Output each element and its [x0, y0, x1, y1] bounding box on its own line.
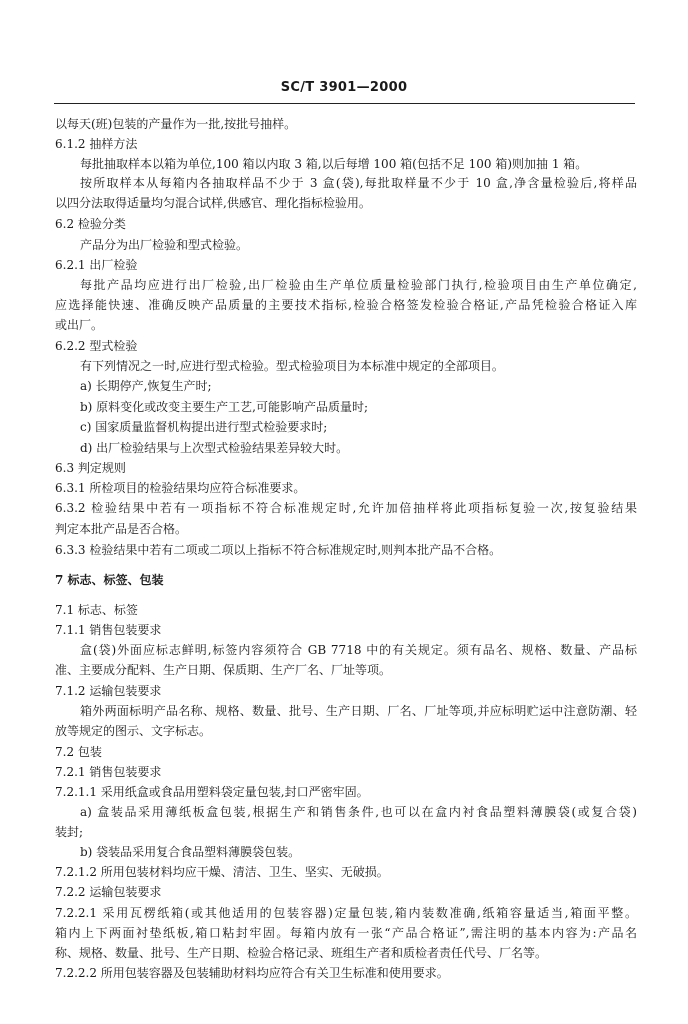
text-line: [55, 501, 688, 515]
text-line: c) 国家质量监督机构提出进行型式检验要求时;: [80, 420, 328, 434]
text-line: 6.2.1 出厂检验: [55, 258, 138, 272]
text-line: 6.3 判定规则: [55, 461, 126, 475]
text-line: [80, 176, 688, 190]
text-line: [80, 704, 688, 718]
text-line: b) 袋装品采用复合食品塑料薄膜袋包装。: [80, 845, 301, 859]
text-line: 6.2 检验分类: [55, 217, 126, 231]
text-line: 以每天(班)包装的产量作为一批,按批号抽样。: [55, 117, 297, 131]
text-line: 7.2.1.1 采用纸盒或食品用塑料袋定量包装,封口严密牢固。: [55, 785, 369, 799]
text-line: 7.2.1 销售包装要求: [55, 765, 162, 779]
text-line: 装封;: [55, 825, 84, 839]
header-rule: [54, 103, 635, 104]
text-line-content: 箱内上下两面衬垫纸板,箱口粘封牢固。每箱内放有一张“产品合格证”,需注明的基本内容为:产品名: [55, 926, 637, 940]
text-line: 放等规定的图示、文字标志。: [55, 724, 212, 738]
text-line: [80, 278, 688, 292]
text-line: [80, 643, 688, 657]
text-line: 以四分法取得适量均匀混合试样,供感官、理化指标检验用。: [55, 196, 371, 210]
text-line: 6.3.3 检验结果中若有二项或二项以上指标不符合标准规定时,则判本批产品不合格。: [55, 543, 502, 557]
text-line: [55, 926, 688, 940]
text-line-content: 应选择能快速、准确反映产品质量的主要技术指标,检验合格签发检验合格证,产品凭检验合格证入库: [55, 298, 637, 312]
text-line: b) 原料变化或改变主要生产工艺,可能影响产品质量时;: [80, 400, 369, 414]
text-line-content: 箱外两面标明产品名称、规格、数量、批号、生产日期、厂名、厂址等项,并应标明贮运中注意防潮、轻: [80, 704, 637, 718]
text-line: 6.1.2 抽样方法: [55, 137, 138, 151]
text-line: 产品分为出厂检验和型式检验。: [80, 238, 249, 252]
text-line: [55, 298, 688, 312]
text-line: d) 出厂检验结果与上次型式检验结果差异较大时。: [80, 441, 349, 455]
text-line: 6.2.2 型式检验: [55, 339, 138, 353]
text-line: 6.3.1 所检项目的检验结果均应符合标准要求。: [55, 481, 306, 495]
text-line-content: 每批产品均应进行出厂检验,出厂检验由生产单位质量检验部门执行,检验项目由生产单位确定,: [80, 278, 637, 292]
text-line: 7.1.1 销售包装要求: [55, 623, 162, 637]
text-line: a) 长期停产,恢复生产时;: [80, 379, 212, 393]
text-line-content: 6.3.2 检验结果中若有一项指标不符合标准规定时,允许加倍抽样将此项指标复验一次,按复验结果: [55, 501, 637, 515]
text-line: 7.1 标志、标签: [55, 603, 138, 617]
text-line: 7.2.1.2 所用包装材料均应干燥、清洁、卫生、坚实、无破损。: [55, 865, 389, 879]
text-line: 准、主要成分配料、生产日期、保质期、生产厂名、厂址等项。: [55, 663, 392, 677]
text-line-content: 7.2.2.1 采用瓦楞纸箱(或其他适用的包装容器)定量包装,箱内装数准确,纸箱容量适当,箱面平整。: [55, 906, 637, 920]
text-line: [55, 906, 688, 920]
standard-code-header: SC/T 3901—2000: [280, 80, 408, 95]
text-line: 7.2.2.2 所用包装容器及包装辅助材料均应符合有关卫生标准和使用要求。: [55, 966, 449, 980]
text-line-content: 按所取样本从每箱内各抽取样品不少于 3 盒(袋),每批取样量不少于 10 盒,净含量检验后,将样品: [80, 176, 637, 190]
text-line: 7.2 包装: [55, 745, 102, 759]
text-line: 7.2.2 运输包装要求: [55, 885, 162, 899]
text-line-content: 盒(袋)外面应标志鲜明,标签内容须符合 GB 7718 中的有关规定。须有品名、规格、数量、产品标: [80, 643, 637, 657]
text-line: 称、规格、数量、批号、生产日期、检验合格记录、班组生产者和质检者责任代号、厂名等。: [55, 946, 548, 960]
text-line: 7.1.2 运输包装要求: [55, 684, 162, 698]
text-line-content: a) 盒装品采用薄纸板盒包装,根据生产和销售条件,也可以在盒内衬食品塑料薄膜袋(或复合袋): [80, 805, 637, 819]
text-line: 判定本批产品是否合格。: [55, 522, 188, 536]
text-line: 或出厂。: [55, 318, 104, 332]
text-line: 每批抽取样本以箱为单位,100 箱以内取 3 箱,以后每增 100 箱(包括不足 100 箱)则加抽 1 箱。: [80, 157, 588, 171]
text-line: [80, 805, 688, 819]
section-heading-line: 7 标志、标签、包装: [55, 573, 164, 587]
text-line: 有下列情况之一时,应进行型式检验。型式检验项目为本标准中规定的全部项目。: [80, 359, 504, 373]
